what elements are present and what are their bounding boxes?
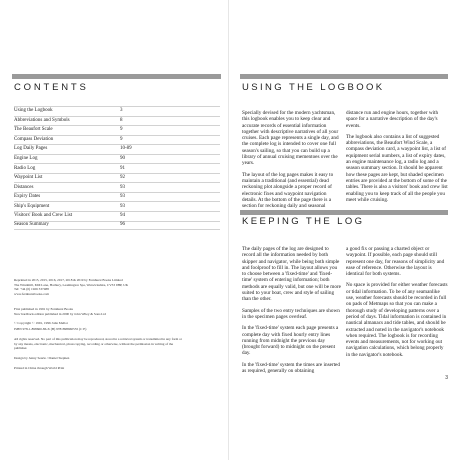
right-page — [230, 0, 460, 460]
toc-row — [14, 182, 220, 192]
paragraph: distance run and engine hours, together with space for a narrative description of the day's events. — [346, 110, 439, 129]
using-logbook-column-1 — [242, 110, 342, 214]
toc-title: Expiry Dates — [14, 194, 41, 200]
imprint-design: Design by Jenny Searle / Daniel Stephen — [14, 356, 70, 360]
toc-title: Compass Deviation — [14, 136, 54, 142]
toc-row — [14, 211, 220, 221]
left-page — [0, 0, 229, 460]
toc-page-number: 91 — [120, 165, 125, 171]
toc-page-number: 93 — [120, 184, 125, 190]
contents-rule — [12, 74, 221, 79]
toc-title: The Beaufort Scale — [14, 127, 53, 133]
toc-page-number: 93 — [120, 194, 125, 200]
toc-row — [14, 125, 220, 135]
paragraph: The logbook also contains a list of suggested abbreviations, the Beaufort Wind Scale, a compass deviation card, a waypoint list, a list of equipment serial numbers, a list of expiry dates, an engine maintenance log, a radio log and a season summary section. It should be apparent how these pages are kept, but shaded specimen entries are provided at the bottom of some of the tables. There is also a visitors' book and crew list enabling you to keep track of all the people you meet while cruising. — [346, 133, 448, 203]
toc-title: Log Daily Pages — [14, 146, 48, 152]
imprint-copyright: © Copyright © 1991, 1996 John Mellor — [14, 321, 69, 325]
paragraph: In the 'fixed-time' system each page presents a complete day with fixed hourly entry lines running from midnight the previous day (brought forward) to midnight on the present day. — [242, 325, 339, 357]
toc-title: Visitors' Book and Crew List — [14, 213, 73, 219]
toc-row — [14, 163, 220, 173]
contents-heading: CONTENTS — [14, 82, 89, 93]
toc-row — [14, 116, 220, 126]
toc-row — [14, 154, 220, 164]
using-logbook-heading: USING THE LOGBOOK — [242, 82, 385, 93]
toc-page-number: 8 — [120, 117, 123, 123]
toc-page-number: 93 — [120, 203, 125, 209]
paragraph: The layout of the log pages makes it easy to maintain a traditional (and essential) dead reckoning plot alongside a proper record of electronic fixes and waypoint navigation details. At the bottom of the page there is a section for reckoning daily and seasonal — [242, 171, 334, 210]
toc-title: Distances — [14, 184, 34, 190]
toc-page-number: 3 — [120, 108, 123, 114]
paragraph: In the 'fixed-time' system the times are inserted as required, generally on obtaining — [242, 361, 340, 375]
toc-row — [14, 135, 220, 145]
paragraph: No space is provided for either weather forecasts or tidal information. To be of any seamanlike use, weather forecasts should be recorded in full on pads of Metmaps so that you can make a thorough study of developing patterns over a period of days. Tidal information is contained in nautical almanacs and tide tables, and should be extracted and noted in the navigator's notebook when required. The logbook is for recording events and measurements, not for working out navigation calculations, which belong properly in the navigator's notebook. — [346, 282, 448, 358]
toc-title: Ship's Equipment — [14, 203, 50, 209]
toc-page-number: 10-89 — [120, 146, 132, 152]
imprint-printed: Printed in China through World Print — [14, 366, 65, 370]
toc-title: Waypoint List — [14, 175, 43, 181]
table-of-contents — [14, 106, 220, 230]
imprint-isbn: ISBN 978-1-898660-86-X (B) 9781898660555 (C E) — [14, 327, 87, 331]
paragraph: Samples of the two entry techniques are shown in the specimen pages overleaf. — [242, 307, 340, 320]
toc-row — [14, 192, 220, 202]
toc-row — [14, 106, 220, 116]
imprint-rights: All rights reserved. No part of this publication may be reproduced, stored in a retrieval system or transmitted in any form or by any means, electronic, mechanical, photocopying, recording or otherwise, without the permission in writing of the publisher. — [14, 337, 182, 351]
toc-title: Engine Log — [14, 156, 38, 161]
paragraph: The daily pages of the log are designed to record all the information needed by both skipper and navigator, while being both simple and foolproof to fill in. The layout allows you to choose between a 'fixed-time' and 'fixed-time' system of entering information; both methods are equally valid, but one will be more suited to your boat, crew and style of sailing than the other. — [242, 246, 341, 303]
using-logbook-rule — [240, 74, 448, 79]
toc-page-number: 9 — [120, 136, 123, 142]
toc-page-number: 9 — [120, 127, 123, 133]
page-number: 3 — [445, 375, 448, 381]
toc-page-number: 94 — [120, 213, 125, 219]
toc-row — [14, 144, 220, 154]
toc-row — [14, 201, 220, 211]
imprint-first-edition: First published in 1991 by Fernhurst Books New hardback edition published in 2000 by John Wiley & Sons Ltd — [14, 307, 106, 316]
imprint-published: Reprinted in 2015, 2015, 2016, 2017, 2018 & 2019 by Fernhurst Books Limited The Windmill, Mill Lane, Harbury, Leamington Spa, Warwickshire, CV33 9HP, UK Tel: +44 (0) 1926 337488 www.fernhurstbooks.com — [14, 278, 129, 296]
toc-title: Abbreviations and Symbols — [14, 117, 70, 123]
toc-title: Radio Log — [14, 165, 36, 171]
toc-title: Season Summary — [14, 222, 49, 228]
keeping-log-column-2 — [346, 246, 448, 363]
keeping-log-rule — [240, 210, 448, 215]
toc-row — [14, 221, 220, 231]
keeping-log-column-1 — [242, 246, 342, 379]
toc-page-number: 92 — [120, 175, 125, 181]
toc-row — [14, 173, 220, 183]
paragraph: a good fix or passing a charted object or waypoint. If possible, each page should still represent one day, for reasons of simplicity and ease of reference. Otherwise the layout is identical for both systems. — [346, 246, 445, 278]
using-logbook-column-2 — [346, 110, 448, 208]
toc-page-number: 96 — [120, 222, 125, 228]
toc-page-number: 90 — [120, 156, 125, 161]
paragraph: Specially devised for the modern yachtsman, this logbook enables you to keep clear and accurate records of essential information together with descriptive narratives of all your cruises. Each page represents a single day, and the complete log is intended to cover one full season's sailing, so that you can build up a library of annual cruising mementoes over the years. — [242, 110, 339, 167]
toc-title: Using the Logbook — [14, 108, 53, 114]
keeping-log-heading: KEEPING THE LOG — [242, 216, 365, 227]
